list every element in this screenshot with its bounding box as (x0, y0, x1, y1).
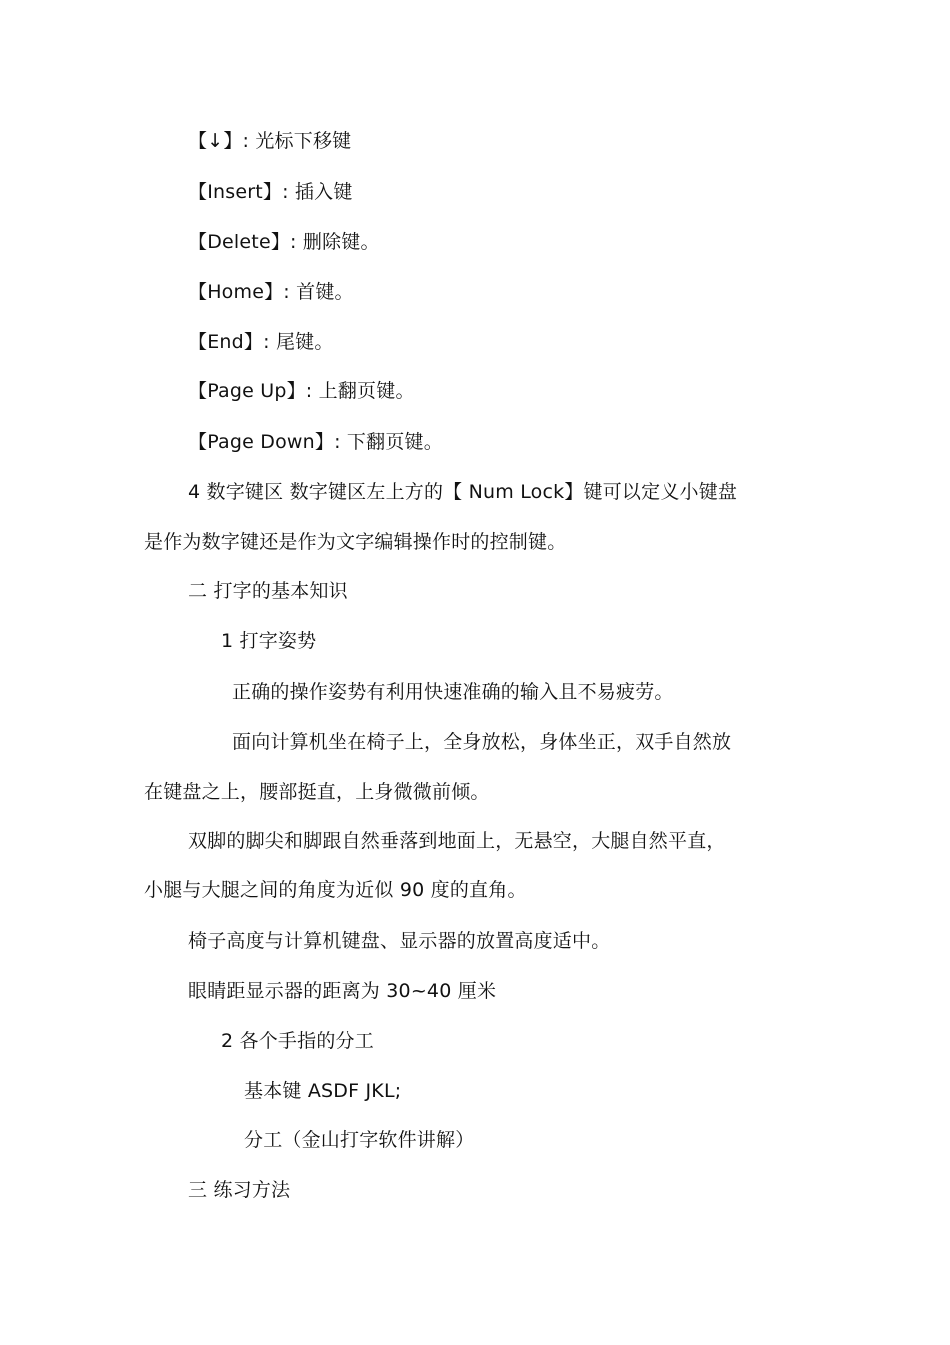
text-line: 【End】: 尾键。 (188, 331, 334, 353)
text-line: 4 数字键区 数字键区左上方的【 Num Lock】键可以定义小键盘 (188, 481, 738, 503)
text-line: 是作为数字键还是作为文字编辑操作时的控制键。 (144, 531, 567, 553)
subsection-heading: 2 各个手指的分工 (221, 1030, 374, 1052)
section-heading: 三 练习方法 (188, 1179, 291, 1201)
section-heading: 二 打字的基本知识 (188, 580, 348, 602)
text-line: 眼睛距显示器的距离为 30~40 厘米 (188, 980, 497, 1002)
text-line: 【Home】: 首键。 (188, 281, 354, 303)
text-line: 分工（金山打字软件讲解） (244, 1129, 475, 1151)
text-line: 【Delete】: 删除键。 (188, 231, 380, 253)
text-line: 正确的操作姿势有利用快速准确的输入且不易疲劳。 (232, 681, 674, 703)
text-line: 小腿与大腿之间的角度为近似 90 度的直角。 (144, 879, 527, 901)
text-line: 【↓】: 光标下移键 (188, 130, 352, 152)
subsection-heading: 1 打字姿势 (221, 630, 317, 652)
text-line: 【Insert】: 插入键 (188, 181, 353, 203)
text-line: 在键盘之上，腰部挺直，上身微微前倾。 (144, 781, 490, 803)
text-line: 面向计算机坐在椅子上，全身放松，身体坐正，双手自然放 (232, 731, 732, 753)
text-line: 【Page Up】: 上翻页键。 (188, 380, 415, 402)
text-line: 基本键 ASDF JKL; (244, 1080, 402, 1102)
text-line: 双脚的脚尖和脚跟自然垂落到地面上，无悬空，大腿自然平直， (188, 830, 726, 852)
text-line: 【Page Down】: 下翻页键。 (188, 431, 443, 453)
text-line: 椅子高度与计算机键盘、显示器的放置高度适中。 (188, 930, 611, 952)
